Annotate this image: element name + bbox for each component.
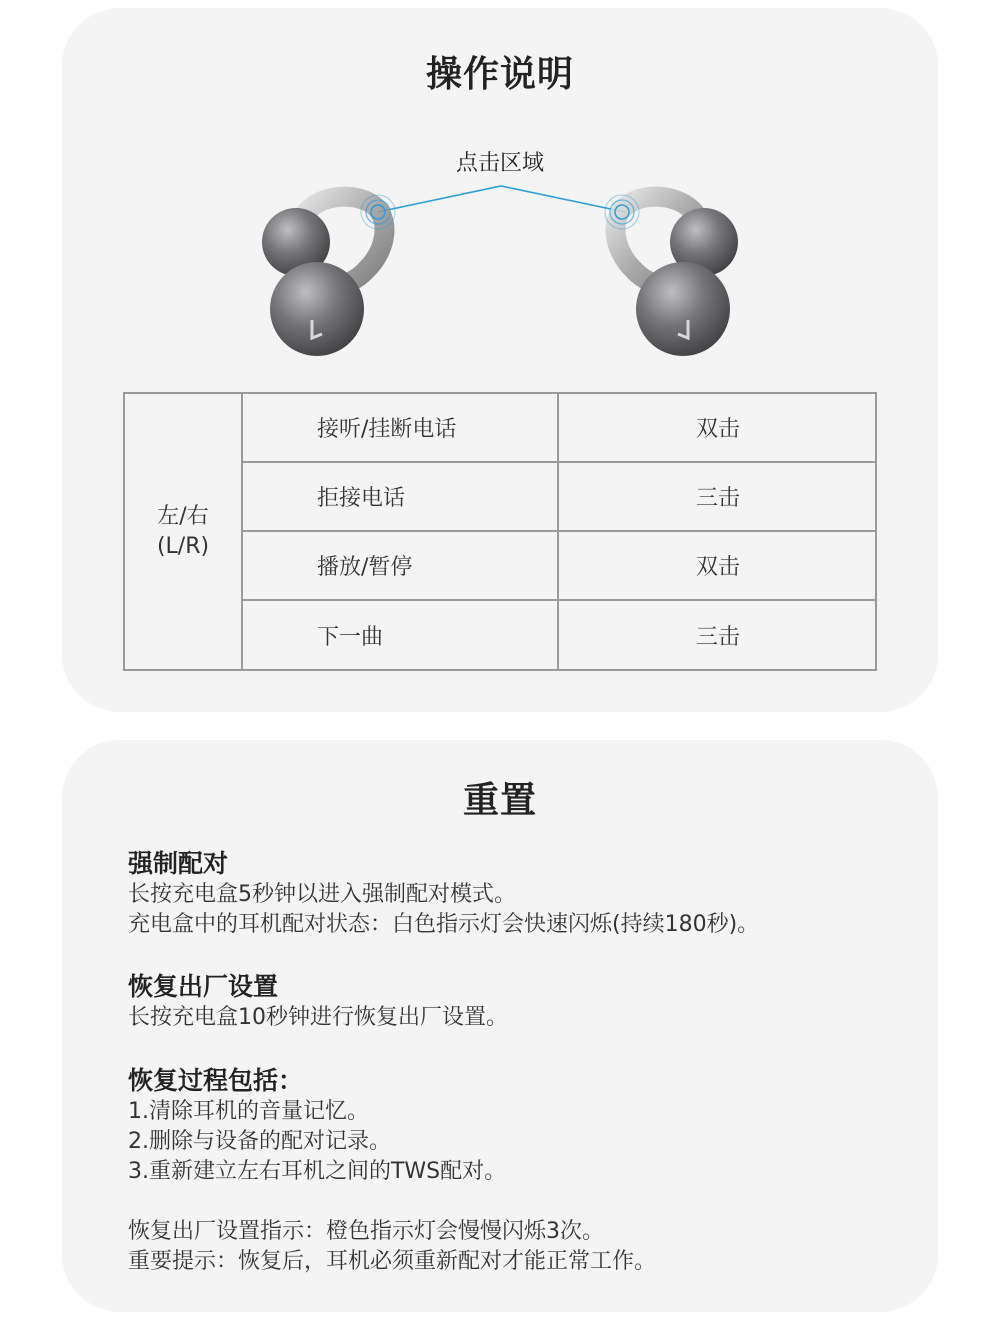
table-row bbox=[243, 463, 875, 532]
action-cell: 下一曲 bbox=[243, 601, 559, 670]
gesture-cell: 三击 bbox=[695, 625, 740, 650]
gesture-cell: 三击 bbox=[695, 486, 740, 511]
action-cell: 拒接电话 bbox=[243, 463, 559, 530]
reset-process-section bbox=[128, 1065, 888, 1187]
table-row bbox=[243, 601, 875, 670]
important-note: 重要提示：恢复后，耳机必须重新配对才能正常工作。 bbox=[128, 1249, 657, 1274]
right-earbud bbox=[605, 195, 738, 356]
left-earbud bbox=[262, 195, 395, 356]
forced-pairing-heading: 强制配对 bbox=[128, 849, 229, 878]
gesture-cell: 双击 bbox=[695, 417, 740, 442]
side-label-line2: (L/R) bbox=[156, 533, 210, 559]
reset-indicator-note: 恢复出厂设置指示：橙色指示灯会慢慢闪烁3次。 bbox=[128, 1219, 604, 1244]
reset-notes-section bbox=[128, 1217, 888, 1277]
forced-pairing-line: 长按充电盒5秒钟以进入强制配对模式。 bbox=[128, 882, 516, 907]
reset-process-step: 2.删除与设备的配对记录。 bbox=[128, 1129, 391, 1154]
factory-reset-line: 长按充电盒10秒钟进行恢复出厂设置。 bbox=[128, 1005, 508, 1030]
table-row bbox=[243, 394, 875, 463]
action-cell: 接听/挂断电话 bbox=[243, 394, 559, 461]
earbuds-illustration bbox=[0, 0, 1000, 380]
pointer-line bbox=[378, 186, 625, 212]
gesture-cell: 双击 bbox=[695, 555, 740, 580]
reset-process-step: 3.重新建立左右耳机之间的TWS配对。 bbox=[128, 1159, 507, 1184]
factory-reset-heading: 恢复出厂设置 bbox=[128, 972, 279, 1001]
operation-title: 操作说明 bbox=[425, 54, 574, 95]
reset-process-heading: 恢复过程包括： bbox=[128, 1066, 304, 1095]
reset-title: 重置 bbox=[462, 780, 537, 821]
side-label-cell bbox=[125, 394, 243, 669]
action-cell: 播放/暂停 bbox=[243, 532, 559, 599]
forced-pairing-section bbox=[128, 848, 888, 940]
controls-table bbox=[123, 392, 877, 671]
forced-pairing-line: 充电盒中的耳机配对状态：白色指示灯会快速闪烁(持续180秒)。 bbox=[128, 912, 760, 937]
factory-reset-section bbox=[128, 971, 888, 1033]
reset-process-step: 1.清除耳机的音量记忆。 bbox=[128, 1099, 369, 1124]
side-label-line1: 左/右 bbox=[157, 503, 209, 529]
table-row bbox=[243, 532, 875, 601]
click-area-label: 点击区域 bbox=[455, 151, 544, 176]
